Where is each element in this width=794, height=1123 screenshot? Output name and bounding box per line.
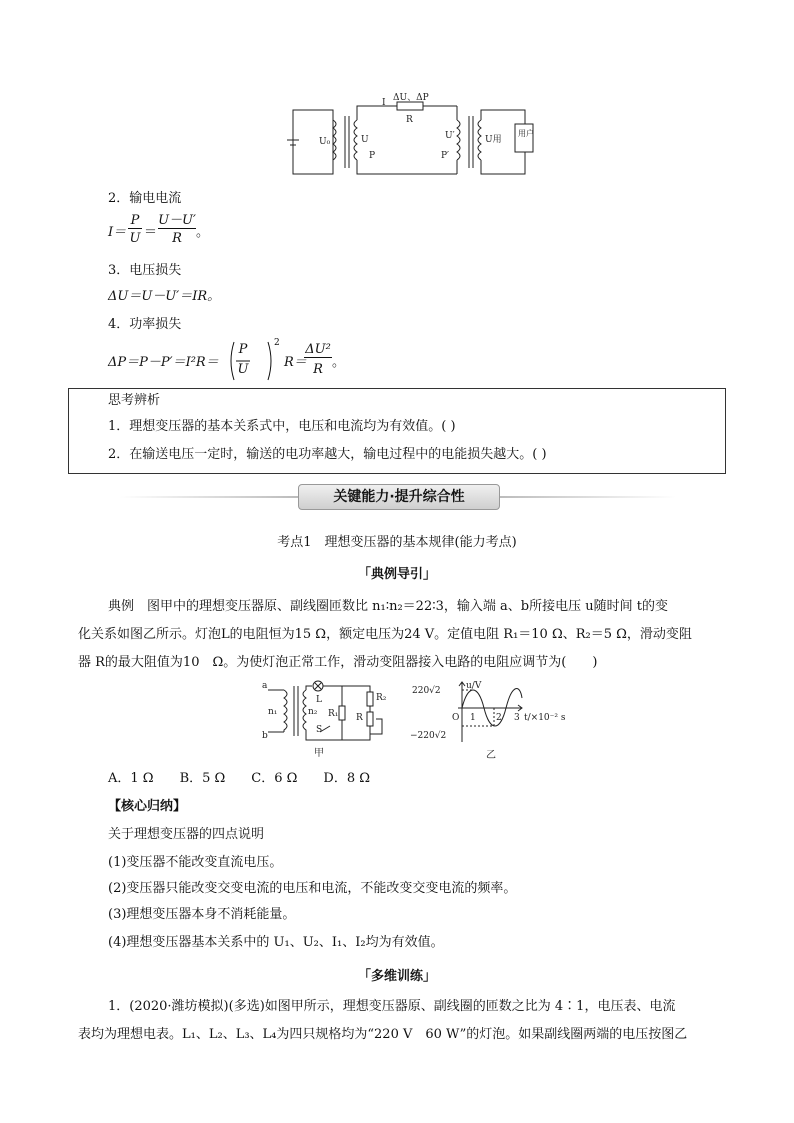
fraction-P-num: P — [128, 214, 142, 229]
formula-power-loss-mid: R＝ — [284, 355, 307, 370]
fraction-R-den: R — [172, 231, 182, 246]
power-transmission-circuit — [285, 92, 545, 182]
train-line-2: 表均为理想电表。L₁、L₂、L₃、L₄为四只规格均为“220 V 60 W”的灯泡。如果副线圈两端的电压按图乙 — [78, 1027, 688, 1042]
figure-yi-waveform — [410, 680, 580, 762]
label-dU-dP: ΔU、ΔP — [393, 93, 429, 103]
formula-I-eq2: ＝ — [144, 225, 158, 240]
fraction-U-den: U — [129, 231, 141, 246]
label-R: R — [406, 115, 413, 125]
formula-I-lhs: I — [108, 225, 114, 240]
fraction-U2-den: U — [237, 362, 249, 377]
yi-caption: 乙 — [486, 750, 496, 761]
yi-ymax: 220√2 — [412, 686, 441, 696]
figure-jia-circuit — [258, 680, 398, 762]
formula-voltage-loss: ΔU＝U－U′＝IR。 — [108, 289, 221, 304]
duowei-heading: 「多维训练」 — [357, 969, 436, 984]
answer-options: A．1 Ω B．5 Ω C．6 Ω D．8 Ω — [108, 771, 371, 786]
thinking-title: 思考辨析 — [108, 393, 161, 408]
four-points-title: 关于理想变压器的四点说明 — [108, 827, 265, 842]
jia-label-b: b — [262, 731, 268, 741]
hexin-heading: 【核心归纳】 — [108, 799, 187, 814]
label-P: P — [369, 151, 376, 161]
banner-title: 关键能力·提升综合性 — [298, 484, 500, 510]
label-user: 用户 — [518, 129, 534, 138]
fraction-UU-num: U－U′ — [158, 213, 196, 228]
yi-tick-2: 2 — [496, 713, 502, 723]
jia-label-n1: n₁ — [268, 707, 278, 717]
thinking-q1: 1．理想变压器的基本关系式中，电压和电流均为有效值。( ) — [108, 419, 456, 434]
label-U0: U₀ — [319, 137, 331, 147]
jia-label-R2: R₂ — [376, 693, 387, 703]
label-U-prime: U′ — [445, 131, 455, 141]
label-U-use: U用 — [485, 135, 502, 145]
example-line-2: 化关系如图乙所示。灯泡L的电阻恒为15 Ω，额定电压为24 V。定值电阻 R₁＝10 Ω、R₂＝5 Ω，滑动变阻 — [78, 627, 692, 642]
jia-label-a: a — [262, 681, 268, 691]
example-line-1: 典例 图甲中的理想变压器原、副线圈匝数比 n₁∶n₂＝22∶3，输入端 a、b所接电压 u随时间 t的变 — [108, 599, 668, 614]
dianli-heading: 「典例导引」 — [357, 567, 436, 582]
jia-label-R1: R₁ — [328, 709, 339, 719]
yi-ylabel: u/V — [466, 681, 482, 691]
jia-label-L: L — [316, 695, 322, 705]
power-loss-square: 2 — [274, 338, 280, 348]
yi-origin: O — [452, 713, 460, 723]
section-3-title: 3．电压损失 — [108, 263, 182, 278]
formula-I-eq: ＝ — [113, 225, 127, 240]
jia-label-S: S — [316, 725, 323, 735]
formula-power-loss-lhs: ΔP＝P－P′＝I²R＝ — [108, 355, 219, 370]
label-P-prime: P′ — [441, 151, 450, 161]
fraction-R2-den: R — [313, 362, 323, 377]
yi-tick-3: 3 — [514, 713, 520, 723]
point-2: (2)变压器只能改变交变电流的电压和电流，不能改变交变电流的频率。 — [108, 881, 517, 896]
label-I: I — [382, 98, 386, 108]
jia-label-R: R — [356, 713, 363, 723]
point-4: (4)理想变压器基本关系中的 U₁、U₂、I₁、I₂均为有效值。 — [108, 935, 444, 950]
jia-label-n2: n₂ — [308, 707, 318, 717]
train-line-1: 1．(2020·潍坊模拟)(多选)如图甲所示，理想变压器原、副线圈的匝数之比为 4∶1，电压表、电流 — [108, 999, 676, 1014]
formula-power-loss-end: 。 — [332, 355, 346, 370]
point-3: (3)理想变压器本身不消耗能量。 — [108, 907, 296, 922]
section-banner — [120, 484, 676, 510]
banner-line-right — [498, 496, 676, 498]
yi-xlabel: t/×10⁻² s — [524, 713, 566, 723]
section-2-title: 2．输电电流 — [108, 191, 182, 206]
section-4-title: 4．功率损失 — [108, 317, 182, 332]
fraction-dU2-num: ΔU² — [305, 342, 331, 357]
jia-caption: 甲 — [314, 748, 324, 759]
point-1: (1)变压器不能改变直流电压。 — [108, 855, 283, 870]
label-U: U — [361, 135, 369, 145]
thinking-q2: 2．在输送电压一定时，输送的电功率越大，输电过程中的电能损失越大。( ) — [108, 447, 547, 462]
formula-I — [108, 224, 126, 242]
kaodian-title: 考点1 理想变压器的基本规律(能力考点) — [277, 535, 517, 550]
yi-tick-1: 1 — [470, 713, 476, 723]
formula-I-end: 。 — [196, 225, 210, 240]
yi-ymin: −220√2 — [410, 731, 447, 741]
banner-line-left — [120, 496, 298, 498]
example-line-3: 器 R的最大阻值为10 Ω。为使灯泡正常工作，滑动变阻器接入电路的电阻应调节为( ) — [78, 655, 598, 670]
fraction-P2-num: P — [238, 342, 248, 357]
